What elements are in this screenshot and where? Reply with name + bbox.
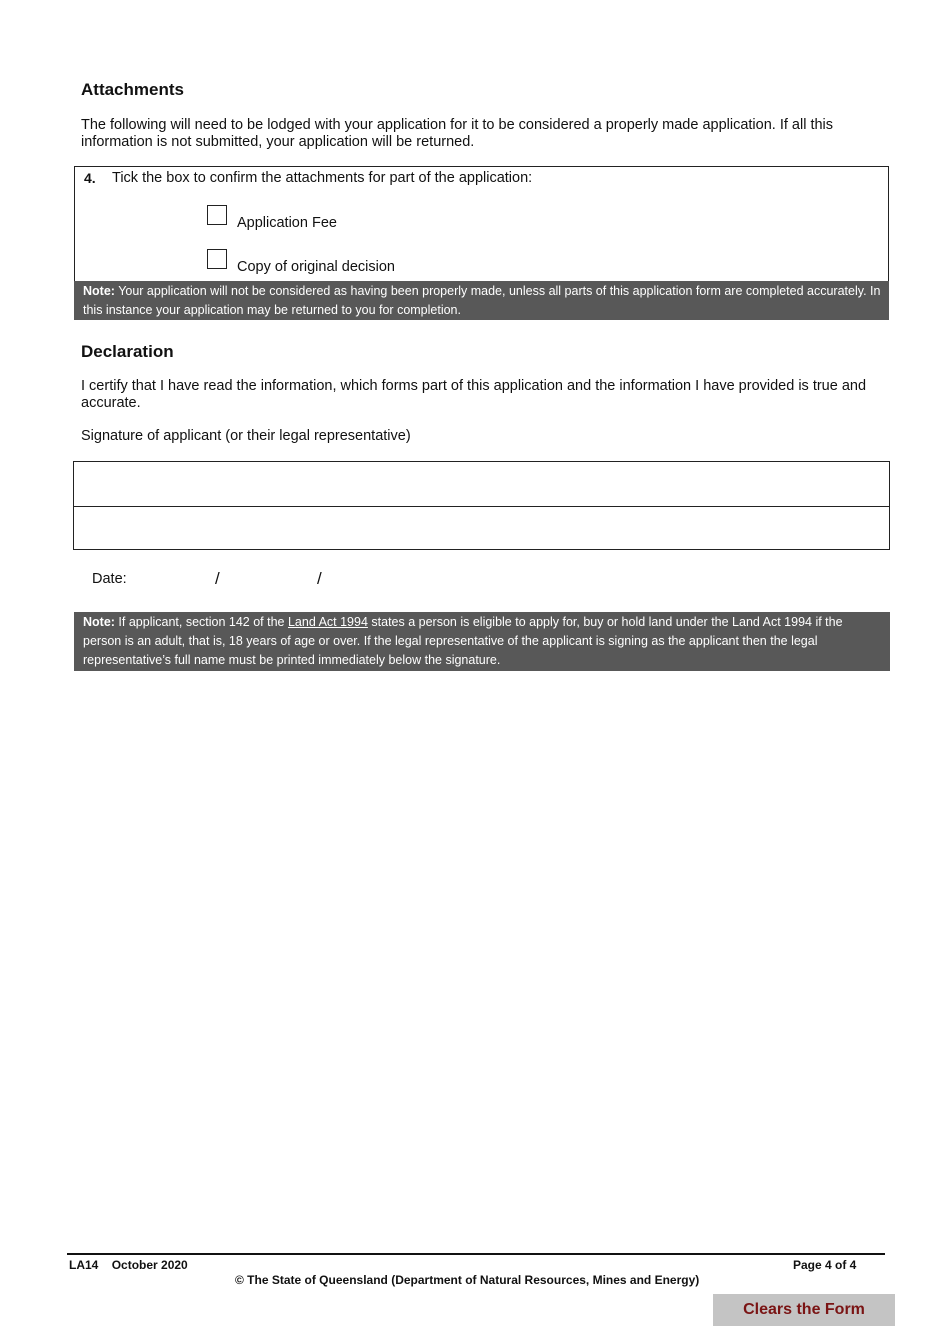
note-text: Your application will not be considered as having been properly made, unless all parts of this application form are completed accurately. In this instance your application may be returned to you for completion. <box>83 284 881 317</box>
form-date: October 2020 <box>111 1258 188 1272</box>
question-number: 4. <box>84 170 96 186</box>
copy-of-original-decision-label: Copy of original decision <box>237 259 395 275</box>
footer-form-code <box>69 1258 188 1272</box>
application-fee-checkbox[interactable] <box>207 205 227 225</box>
date-month-field[interactable] <box>228 566 314 590</box>
attachments-note <box>74 281 889 320</box>
signature-box-divider <box>74 506 889 507</box>
date-label: Date: <box>92 571 127 587</box>
note-text-part1: If applicant, section 142 of the <box>114 615 288 629</box>
attachments-intro: The following will need to be lodged with your application for it to be considered a properly made application. If all this information is not submitted, your application will be returned. <box>81 117 834 150</box>
copy-of-original-decision-checkbox[interactable] <box>207 249 227 269</box>
footer-copyright: © The State of Queensland (Department of Natural Resources, Mines and Energy) <box>235 1273 700 1287</box>
note-text-part2: states a person is eligible to apply for, buy or hold land under the Land Act 1994 if the person is an adult, that is, 18 years of age or over. If the legal representative of the applicant is signing as the applicant then the legal representative’s full name must be printed immediately below the signature. <box>83 615 843 667</box>
declaration-text: I certify that I have read the information, which forms part of this application and the information I have provided is true and accurate. <box>81 378 867 411</box>
land-act-link[interactable]: Land Act 1994 <box>287 615 368 629</box>
note-label: Note: <box>83 615 115 629</box>
signature-field[interactable] <box>73 461 890 550</box>
note-label: Note: <box>83 284 115 298</box>
clear-form-button[interactable]: Clears the Form <box>713 1294 895 1326</box>
footer-rule <box>67 1253 885 1255</box>
date-separator-2: / <box>317 569 322 588</box>
attachments-heading: Attachments <box>81 80 184 99</box>
question-text: Tick the box to confirm the attachments for part of the application: <box>112 170 533 186</box>
date-year-field[interactable] <box>330 566 440 590</box>
date-separator-1: / <box>215 569 220 588</box>
declaration-note <box>74 612 890 671</box>
form-code: LA14 <box>69 1258 99 1272</box>
application-fee-label: Application Fee <box>237 215 337 231</box>
date-day-field[interactable] <box>132 566 212 590</box>
signature-label: Signature of applicant (or their legal representative) <box>81 428 411 444</box>
declaration-heading: Declaration <box>81 342 174 361</box>
footer-page-number: Page 4 of 4 <box>793 1258 857 1272</box>
